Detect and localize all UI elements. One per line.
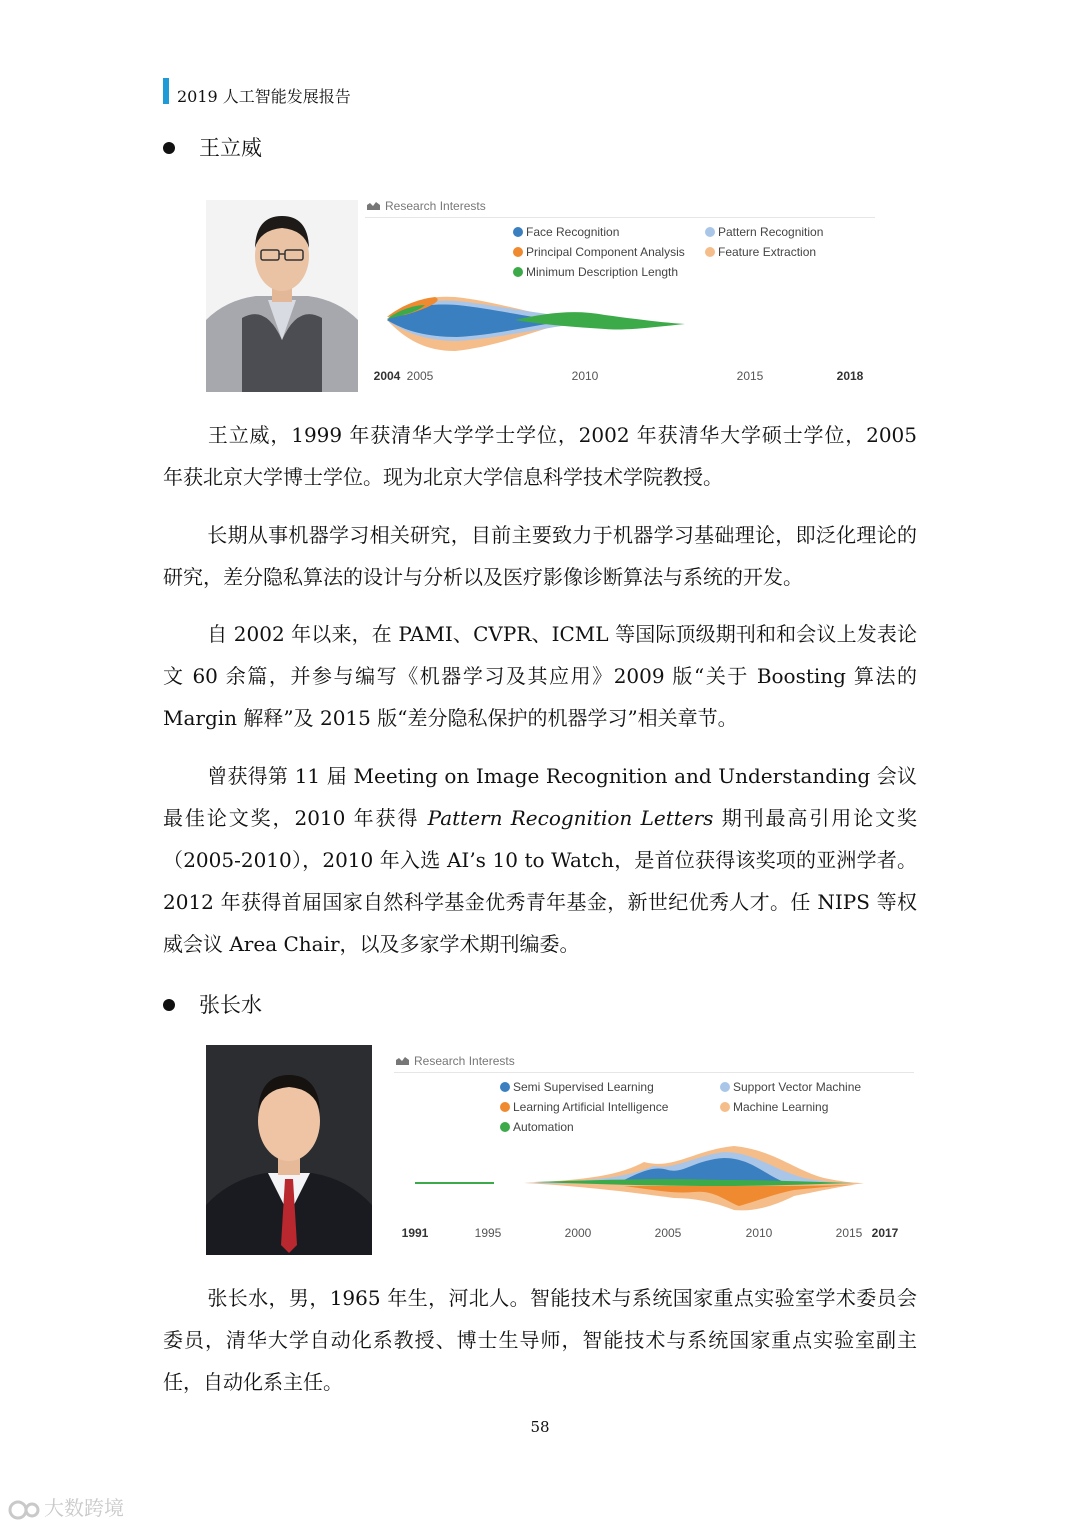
x-tick-label: 2005 — [406, 369, 434, 383]
legend-swatch-icon — [500, 1082, 510, 1092]
legend-swatch-icon — [500, 1102, 510, 1112]
streamgraph-2 — [394, 1140, 914, 1230]
x-tick-label: 2018 — [836, 369, 864, 383]
header-accent-bar — [163, 78, 169, 104]
legend-item: Learning Artificial Intelligence — [500, 1100, 668, 1114]
legend-swatch-icon — [720, 1082, 730, 1092]
bullet-icon — [163, 142, 175, 154]
research-interests-chart-2 — [394, 1050, 914, 1250]
portrait-photo-1 — [206, 200, 358, 392]
chart-title-2: Research Interests — [396, 1054, 515, 1068]
research-paragraph-1: 长期从事机器学习相关研究，目前主要致力于机器学习基础理论，即泛化理论的研究，差分隐私算法的设计与分析以及医疗影像诊断算法与系统的开发。 — [163, 523, 917, 589]
page-number: 58 — [530, 1418, 550, 1436]
x-tick-label: 2010 — [745, 1226, 773, 1240]
x-tick-label: 2015 — [736, 369, 764, 383]
legend-item: Support Vector Machine — [720, 1080, 861, 1094]
research-interests-chart-1 — [365, 195, 875, 395]
person-name-1: 王立威 — [199, 136, 262, 160]
chart-divider — [365, 217, 875, 218]
watermark — [8, 1492, 124, 1521]
streamgraph-1 — [365, 275, 875, 365]
bio-paragraph-1: 王立威，1999 年获清华大学学士学位，2002 年获清华大学硕士学位，2005 年获北京大学博士学位。现为北京大学信息科学技术学院教授。 — [163, 423, 917, 489]
x-tick-label: 2005 — [654, 1226, 682, 1240]
watermark-text: 大数跨境 — [44, 1496, 124, 1520]
legend-item: Face Recognition — [513, 225, 619, 239]
legend-swatch-icon — [720, 1102, 730, 1112]
area-chart-icon — [367, 201, 380, 210]
portrait-photo-2 — [206, 1045, 372, 1255]
legend-item: Feature Extraction — [705, 245, 816, 259]
bullet-icon — [163, 999, 175, 1011]
x-tick-label: 1991 — [401, 1226, 429, 1240]
x-tick-label: 2000 — [564, 1226, 592, 1240]
publication-paragraph-1: 自 2002 年以来，在 PAMI、CVPR、ICML 等国际顶级期刊和和会议上发表论文 60 余篇，并参与编写《机器学习及其应用》2009 版“关于 Boosting 算法的 Margin 解释”及 2015 版“差分隐私保护的机器学习”相关章节。 — [163, 622, 917, 730]
x-tick-label: 2015 — [835, 1226, 863, 1240]
legend-swatch-icon — [513, 227, 523, 237]
bio-paragraph-2: 张长水，男，1965 年生，河北人。智能技术与系统国家重点实验室学术委员会委员，清华大学自动化系教授、博士生导师，智能技术与系统国家重点实验室副主任，自动化系主任。 — [163, 1286, 917, 1394]
x-tick-label: 1995 — [474, 1226, 502, 1240]
x-tick-label: 2010 — [571, 369, 599, 383]
legend-item: Semi Supervised Learning — [500, 1080, 654, 1094]
legend-swatch-icon — [705, 227, 715, 237]
legend-item: Machine Learning — [720, 1100, 828, 1114]
person-name-2: 张长水 — [199, 993, 262, 1017]
x-tick-label: 2004 — [373, 369, 401, 383]
legend-swatch-icon — [513, 247, 523, 257]
report-title: 2019 人工智能发展报告 — [177, 87, 351, 106]
area-chart-icon — [396, 1056, 409, 1065]
chart-title-1: Research Interests — [367, 199, 486, 213]
legend-item: Pattern Recognition — [705, 225, 823, 239]
person-heading-2 — [163, 989, 262, 1019]
legend-item: Principal Component Analysis — [513, 245, 685, 259]
legend-item: Minimum Description Length — [513, 265, 678, 279]
stream-layer — [415, 1182, 494, 1184]
award-paragraph-1: 曾获得第 11 届 Meeting on Image Recognition and Understanding 会议最佳论文奖，2010 年获得 Pattern Recognition Letters 期刊最高引用论文奖（2005-2010），2010 年入选 AI’s 10 to Watch，是首位获得该奖项的亚洲学者。2012 年获得首届国家自然科学基金优秀青年基金，新世纪优秀人才。任 NIPS 等权威会议 Area Chair，以及多家学术期刊编委。 — [163, 764, 917, 956]
person-heading-1 — [163, 132, 262, 162]
legend-swatch-icon — [705, 247, 715, 257]
legend-item: Automation — [500, 1120, 574, 1134]
chart-divider — [394, 1072, 914, 1073]
x-tick-label: 2017 — [871, 1226, 899, 1240]
legend-swatch-icon — [500, 1122, 510, 1132]
watermark-logo-icon — [8, 1499, 44, 1521]
